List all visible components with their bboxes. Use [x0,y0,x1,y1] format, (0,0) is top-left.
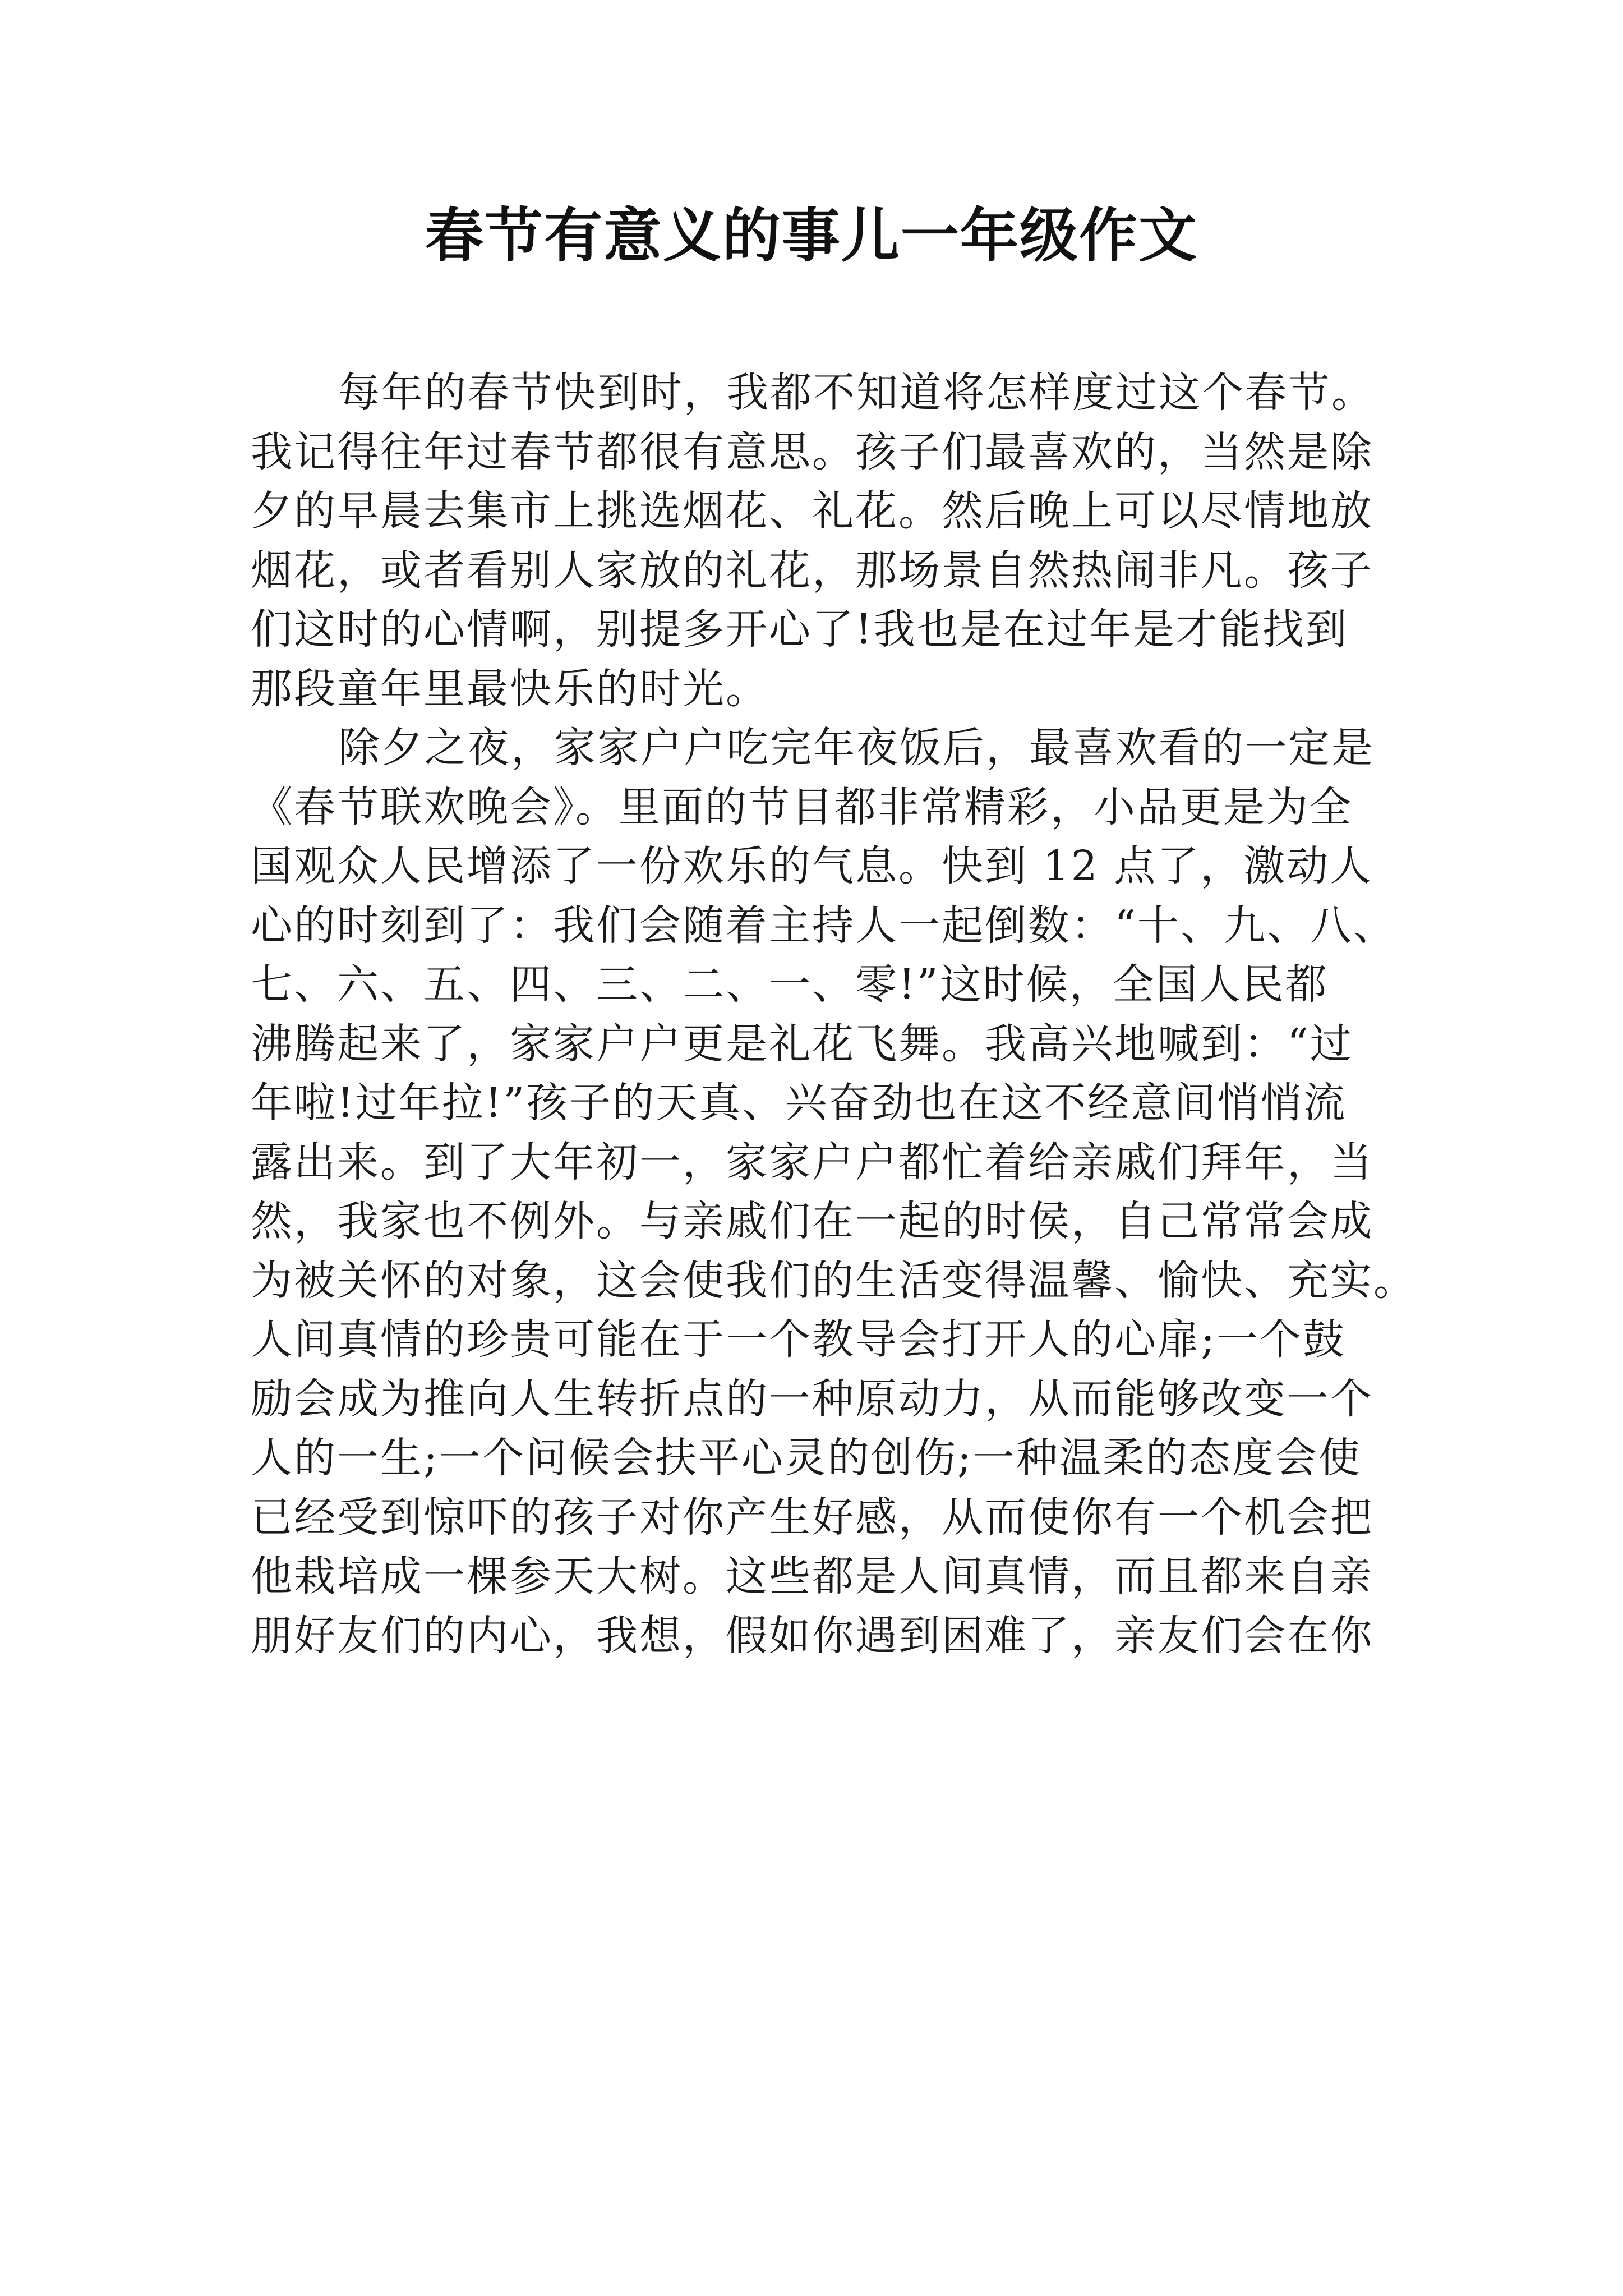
body-text-line: 七、六、五、四、三、二、一、零!”这时候，全国人民都 [251,960,1329,1009]
body-text-line: 朋好友们的内心，我想，假如你遇到困难了，亲友们会在你 [251,1612,1373,1660]
body-text-line: 励会成为推向人生转折点的一种原动力，从而能够改变一个 [251,1375,1373,1423]
body-text-line: 已经受到惊吓的孩子对你产生好感，从而使你有一个机会把 [251,1493,1373,1542]
body-text-line: 他栽培成一棵参天大树。这些都是人间真情，而且都来自亲 [251,1552,1373,1600]
body-text-line: 心的时刻到了：我们会随着主持人一起倒数：“十、九、八、 [251,901,1396,950]
body-text-line: 人间真情的珍贵可能在于一个教导会打开人的心扉;一个鼓 [251,1315,1346,1364]
body-text-line: 人的一生;一个问候会扶平心灵的创伤;一种温柔的态度会使 [251,1434,1362,1482]
body-text-line: 然，我家也不例外。与亲戚们在一起的时侯，自己常常会成 [251,1197,1373,1245]
body-text-line: 夕的早晨去集市上挑选烟花、礼花。然后晚上可以尽情地放 [251,487,1373,535]
body-text-line: 《春节联欢晚会》。里面的节目都非常精彩，小品更是为全 [251,783,1353,831]
document-title: 春节有意义的事儿一年级作文 [425,201,1198,270]
body-text-line: 们这时的心情啊，别提多开心了!我也是在过年是才能找到 [251,605,1349,654]
body-text-line: 年啦!过年拉!”孩子的天真、兴奋劲也在这不经意间悄悄流 [251,1079,1347,1127]
body-text-line: 烟花，或者看别人家放的礼花，那场景自然热闹非凡。孩子 [251,546,1373,595]
body-text-line: 我记得往年过春节都很有意思。孩子们最喜欢的，当然是除 [251,428,1373,476]
body-text-line: 除夕之夜，家家户户吃完年夜饭后，最喜欢看的一定是 [338,724,1375,772]
body-text-line: 那段童年里最快乐的时光。 [251,665,769,713]
body-text-line: 为被关怀的对象，这会使我们的生活变得温馨、愉快、充实。 [251,1257,1417,1305]
body-text-line: 露出来。到了大年初一，家家户户都忙着给亲戚们拜年，当 [251,1138,1373,1186]
body-text-line: 沸腾起来了，家家户户更是礼花飞舞。我高兴地喊到：“过 [251,1020,1353,1068]
body-text-line: 每年的春节快到时，我都不知道将怎样度过这个春节。 [338,369,1375,417]
body-text-line: 国观众人民增添了一份欢乐的气息。快到 12 点了，激动人 [251,842,1373,890]
